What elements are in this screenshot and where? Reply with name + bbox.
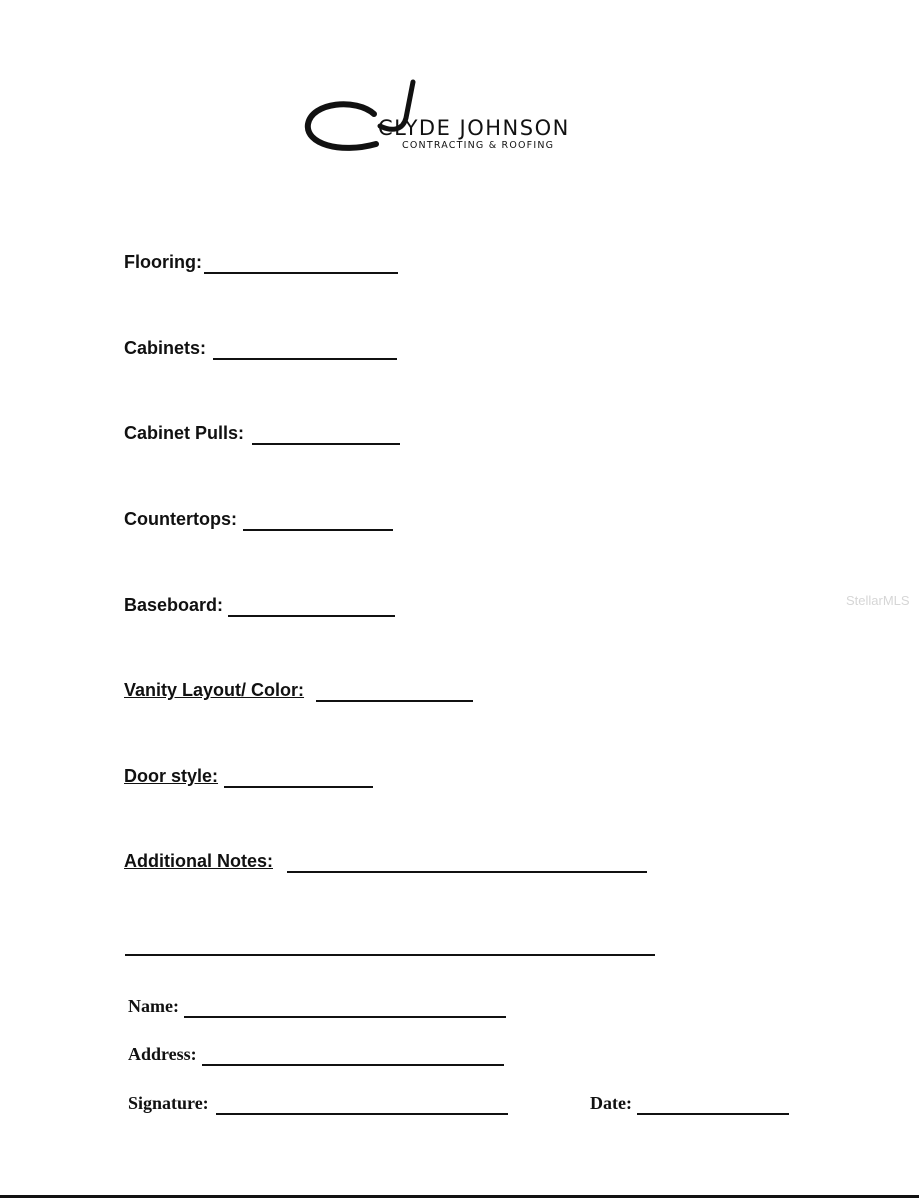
signature-label: Signature: <box>128 1093 209 1113</box>
notes-label: Additional Notes: <box>124 851 273 871</box>
vanity-blank[interactable] <box>316 700 473 702</box>
name-blank[interactable] <box>184 1016 506 1018</box>
door-style-blank[interactable] <box>224 786 373 788</box>
countertops-label: Countertops: <box>124 509 237 529</box>
notes-blank[interactable] <box>287 871 647 873</box>
cabinet-pulls-field <box>124 421 404 445</box>
name-field <box>128 994 518 1018</box>
company-logo <box>300 74 630 164</box>
address-field <box>128 1042 518 1066</box>
page-bottom-rule <box>0 1195 919 1198</box>
baseboard-field <box>124 593 404 617</box>
cabinets-field <box>124 336 404 360</box>
brand-name: CLYDE JOHNSON <box>378 116 570 140</box>
signature-blank[interactable] <box>216 1113 508 1115</box>
vanity-label: Vanity Layout/ Color: <box>124 680 305 700</box>
signature-field <box>128 1091 518 1115</box>
vanity-field <box>124 678 484 702</box>
flooring-blank[interactable] <box>204 272 398 274</box>
flooring-label: Flooring: <box>124 252 202 272</box>
countertops-field <box>124 507 404 531</box>
date-field <box>590 1091 800 1115</box>
address-label: Address: <box>128 1044 197 1064</box>
baseboard-blank[interactable] <box>228 615 395 617</box>
brand-subtitle: CONTRACTING & ROOFING <box>402 140 555 151</box>
cabinet-pulls-blank[interactable] <box>252 443 400 445</box>
name-label: Name: <box>128 996 179 1016</box>
countertops-blank[interactable] <box>243 529 393 531</box>
cabinet-pulls-label: Cabinet Pulls: <box>124 423 245 443</box>
cabinets-label: Cabinets: <box>124 338 207 358</box>
door-style-label: Door style: <box>124 766 219 786</box>
notes-continuation-line[interactable] <box>125 954 655 956</box>
address-blank[interactable] <box>202 1064 504 1066</box>
notes-field <box>124 849 654 873</box>
date-blank[interactable] <box>637 1113 789 1115</box>
date-label: Date: <box>590 1093 632 1113</box>
door-style-field <box>124 764 384 788</box>
flooring-field <box>124 250 404 274</box>
watermark: StellarMLS <box>846 593 910 608</box>
baseboard-label: Baseboard: <box>124 595 224 615</box>
cabinets-blank[interactable] <box>213 358 397 360</box>
